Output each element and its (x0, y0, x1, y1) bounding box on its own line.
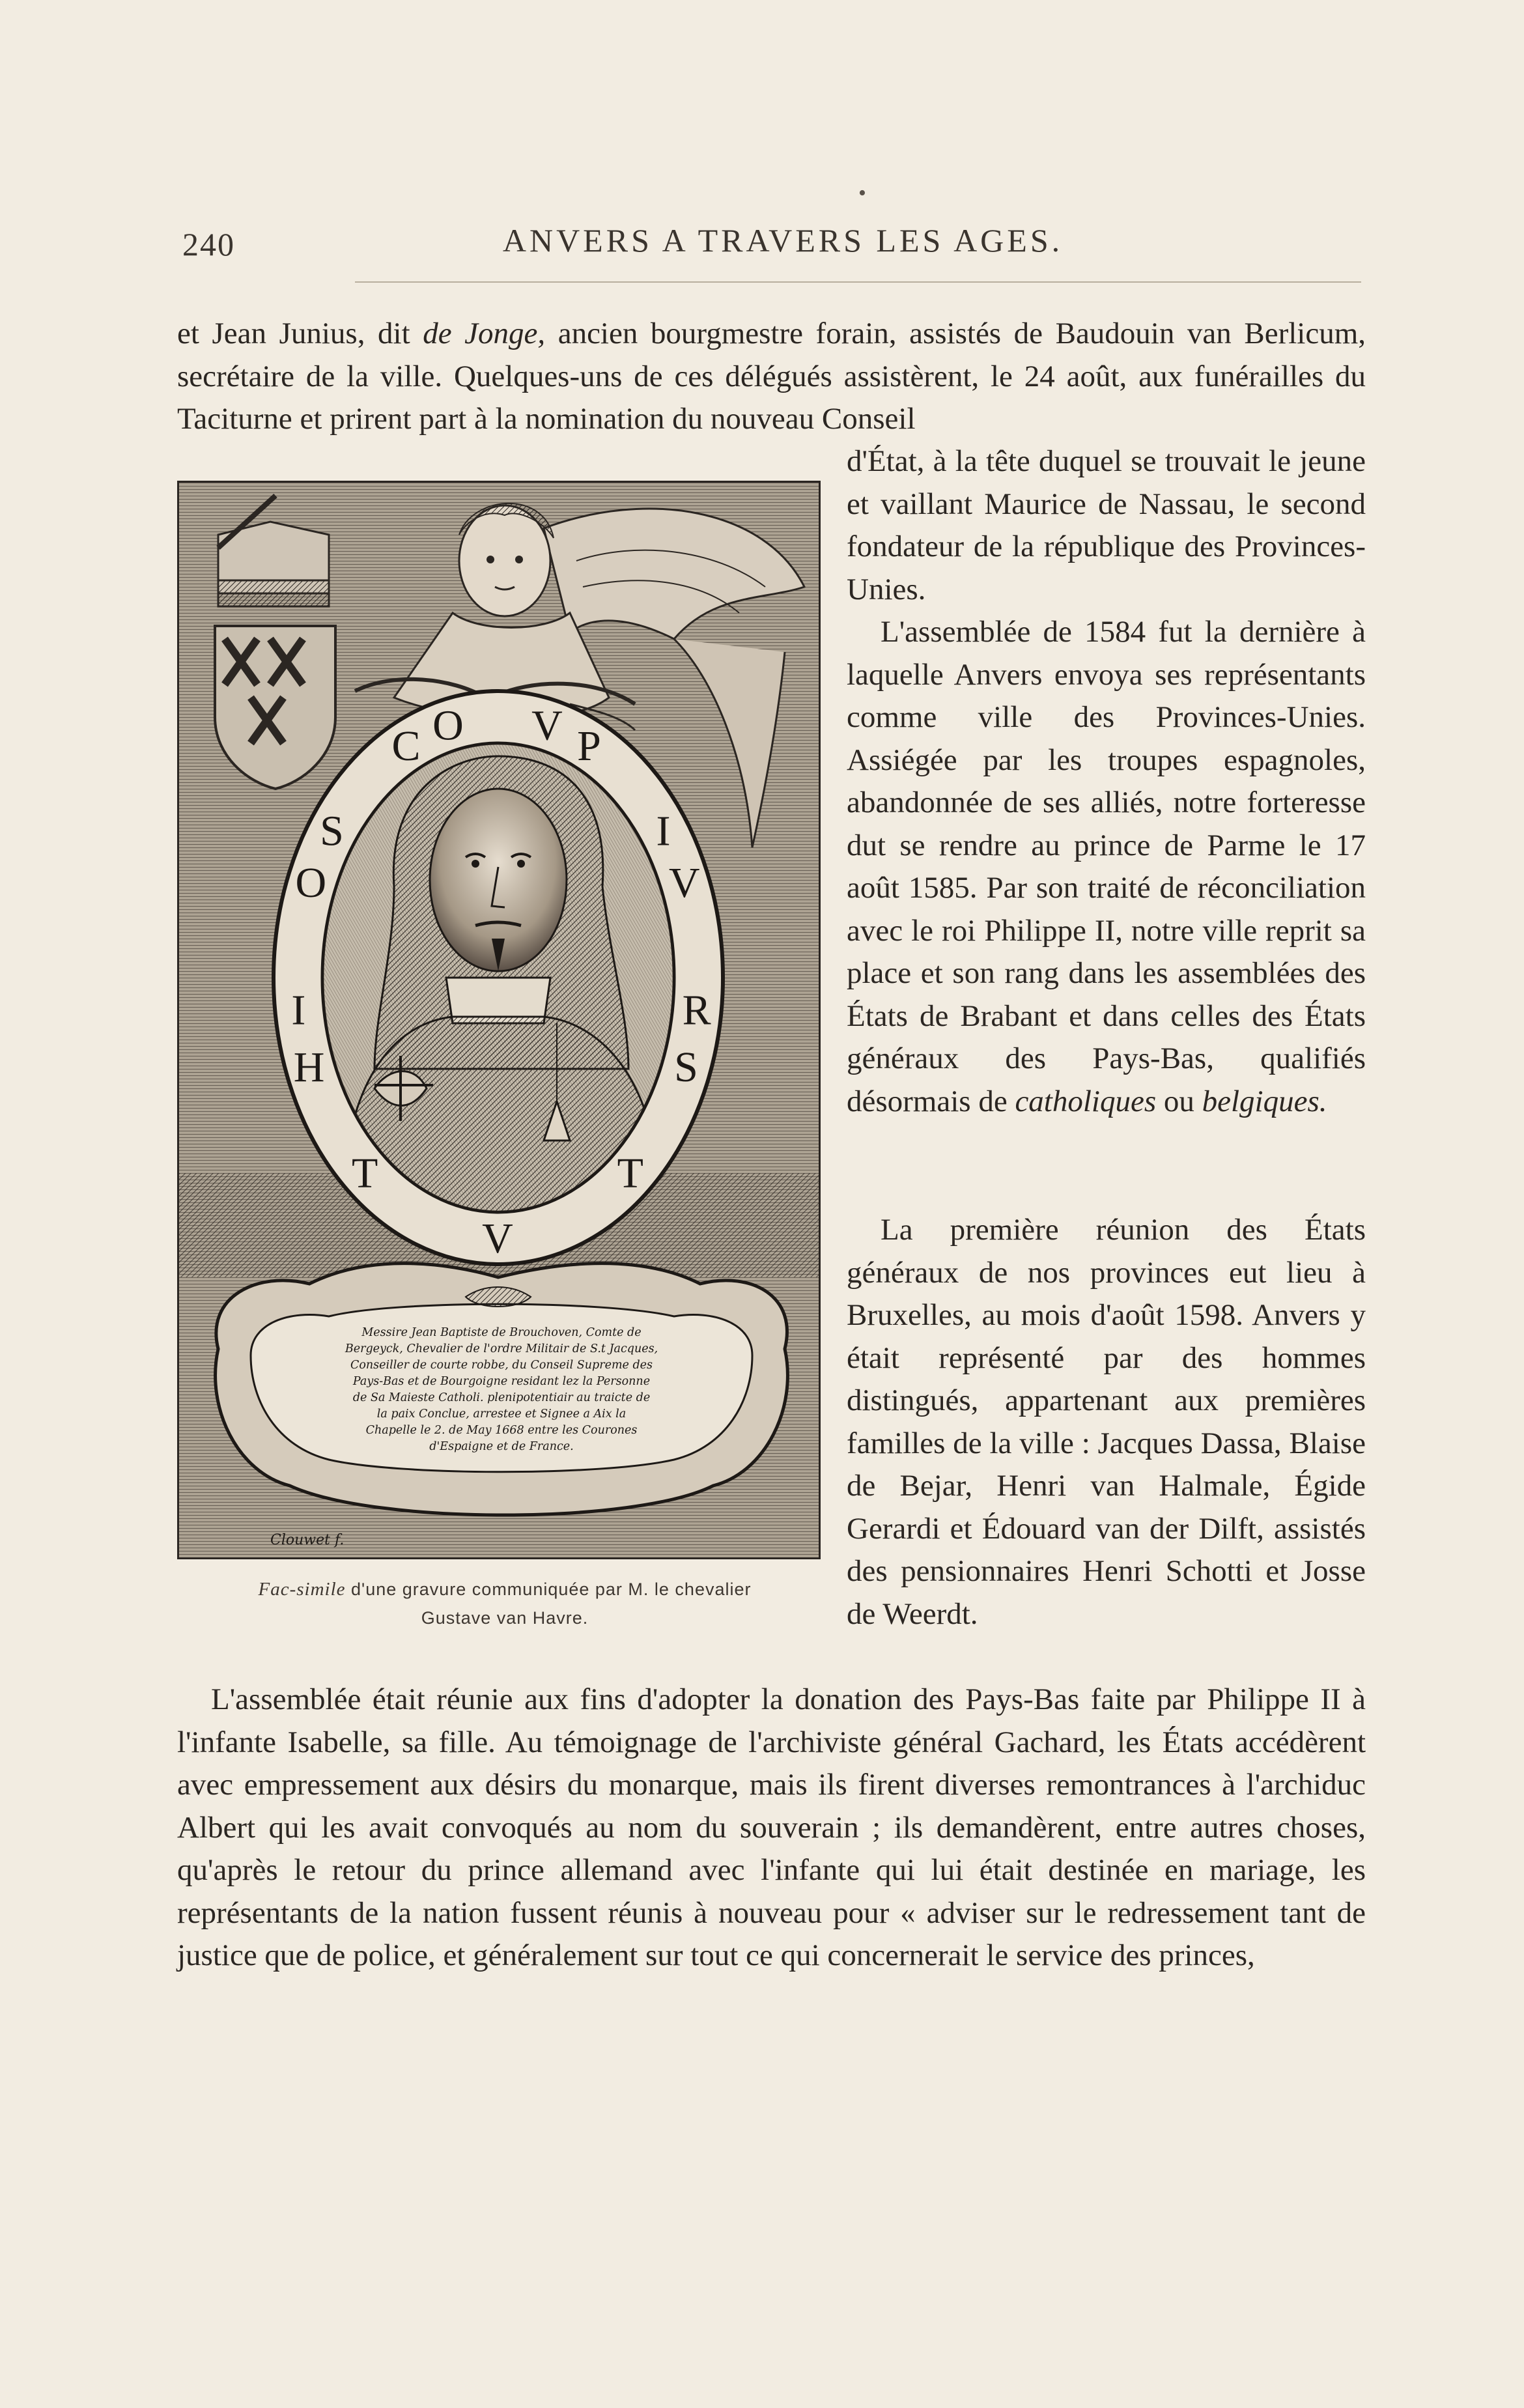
motto-letter: C (391, 722, 422, 771)
plaque-inscription-line: la paix Conclue, arrestee et Signee a Aix la (376, 1408, 627, 1421)
motto-letter: S (674, 1043, 699, 1091)
motto-letter: O (432, 701, 465, 750)
motto-letter: V (668, 858, 701, 907)
motto-letter: I (656, 807, 672, 855)
paragraph-1-narrow (847, 440, 1366, 611)
p1-text-a: et Jean Junius, dit (177, 317, 410, 350)
paragraph-3 (847, 1209, 1366, 1636)
plaque-inscription-line: de Sa Maieste Catholi. plenipotentiair au traicte de (352, 1391, 651, 1404)
p1-italic: de Jonge, (423, 317, 546, 350)
motto-letter: T (617, 1149, 645, 1197)
page-number: 240 (182, 226, 235, 262)
paragraph-4 (177, 1679, 1366, 1977)
p1-narrow-text: d'État, à la tête duquel se trouvait le jeune et vaillant Maurice de Nassau, le second fondateur de la république des Provinces-Unies. (847, 444, 1366, 606)
motto-letter: V (531, 701, 564, 750)
p2-text-a: L'assemblée de 1584 fut la dernière à laquelle Anvers envoya ses représentants comme ville des Provinces-Unies. Assiégée par les troupes espagnoles, abandonnée de ses alliés, notre forteresse dut se rendre au prince de Parme le 17 août 1585. Par son traité de réconciliation avec le roi Philippe II, notre ville reprit sa place et son rang dans les assemblées des États de Brabant et dans celles des États généraux des Pays-Bas, qualifiés désormais de (847, 615, 1366, 1118)
motto-letter: I (291, 986, 307, 1034)
header-rule (355, 281, 1361, 283)
figure-caption (195, 1575, 814, 1632)
plaque-inscription-line: Pays-Bas et de Bourgoigne residant lez la Personne (352, 1375, 651, 1388)
caption-italic: Fac-simile (258, 1579, 346, 1600)
p1-text-b: ancien bourgmestre forain, assistés de Baudouin van Berlicum, secrétaire de la ville. Quelques-uns de ces délégués assistèrent, le 24 août, aux funérailles du Taciturne et prirent part à la nomination du nouveau Conseil (177, 317, 1366, 436)
motto-letter: R (682, 986, 713, 1034)
plaque (216, 1264, 788, 1515)
motto-letter: H (293, 1043, 326, 1091)
engraver-signature: Clouwet f. (270, 1532, 345, 1548)
motto-letter: T (352, 1149, 380, 1197)
plaque-inscription-line: Conseiller de courte robbe, du Conseil Supreme des (350, 1359, 653, 1372)
caption-text-1: d'une gravure communiquée par M. le chevalier (351, 1579, 752, 1599)
caption-line-2: Gustave van Havre. (421, 1608, 589, 1628)
motto-letter: V (482, 1215, 515, 1262)
p2-text-mid: ou (1163, 1084, 1194, 1118)
plaque-inscription-line: Messire Jean Baptiste de Brouchoven, Comte de (361, 1326, 642, 1339)
paragraph-2 (847, 611, 1366, 1123)
engraving-illustration (179, 483, 819, 1557)
plaque-inscription-line: Bergeyck, Chevalier de l'ordre Militair de S.t Jacques, (345, 1342, 658, 1355)
coat-of-arms (215, 496, 335, 789)
ornament-mark: • (858, 181, 866, 205)
motto-letter: S (320, 807, 345, 855)
plaque-inscription-line: d'Espaigne et de France. (429, 1440, 574, 1453)
plaque-inscription-line: Chapelle le 2. de May 1668 entre les Courones (365, 1424, 638, 1437)
motto-letter: P (577, 722, 602, 771)
p2-italic-2: belgiques. (1202, 1084, 1327, 1118)
paragraph-1-full (177, 313, 1366, 441)
motto-letter: O (295, 858, 328, 907)
p3-text: La première réunion des États généraux de nos provinces eut lieu à Bruxelles, au mois d'août 1598. Anvers y était représenté par des hommes distingués, appartenant aux premières familles de la ville : Jacques Dassa, Blaise de Bejar, Henri van Halmale, Égide Gerardi et Édouard van der Dilft, assistés des pensionnaires Henri Schotti et Josse de Weerdt. (847, 1213, 1366, 1631)
engraving-figure (177, 481, 821, 1559)
p2-italic-1: catholiques (1015, 1084, 1157, 1118)
p4-text: L'assemblée était réunie aux fins d'adopter la donation des Pays-Bas faite par Philippe II à l'infante Isabelle, sa fille. Au témoignage de l'archiviste général Gachard, les États accédèrent avec empressement aux désirs du monarque, mais ils firent diverses remontrances à l'archiduc Albert qui les avait convoqués au nom du souverain ; ils demandèrent, entre autres choses, qu'après le retour du prince allemand avec l'infante qui lui était destinée en mariage, les représentants de la nation fussent réunis à nouveau pour « adviser sur le redressement tant de justice que de police, et généralement sur tout ce qui concernerait le service des princes, (177, 1682, 1366, 1972)
running-title: ANVERS A TRAVERS LES AGES. (502, 222, 1064, 259)
caption-line-1 (195, 1575, 814, 1604)
page-header (177, 221, 1369, 267)
